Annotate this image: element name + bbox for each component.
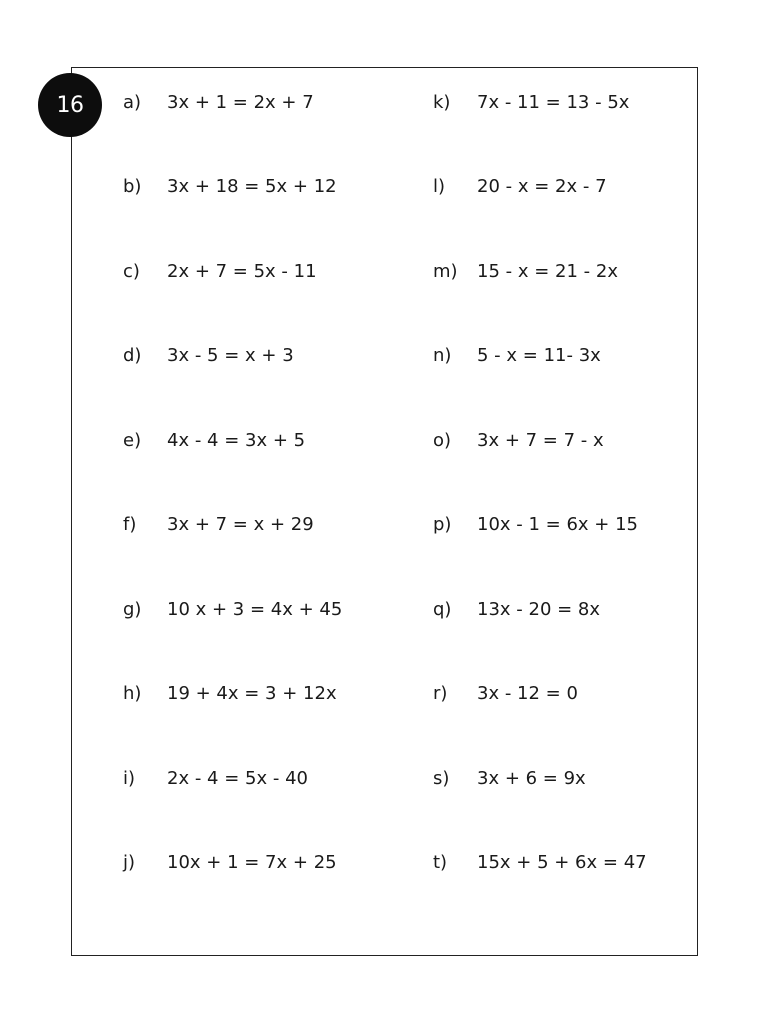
problem-item bbox=[123, 567, 342, 651]
problem-label: f) bbox=[123, 513, 137, 535]
problem-equation: 19 + 4x = 3 + 12x bbox=[167, 682, 337, 704]
problem-label: k) bbox=[433, 91, 451, 113]
problem-equation: 13x - 20 = 8x bbox=[477, 598, 601, 620]
problem-label: h) bbox=[123, 682, 142, 704]
problem-label: g) bbox=[123, 598, 142, 620]
problem-label: c) bbox=[123, 260, 140, 282]
problem-item bbox=[123, 60, 314, 144]
problem-label: a) bbox=[123, 91, 142, 113]
problem-label: n) bbox=[433, 344, 452, 366]
problem-equation: 3x + 7 = 7 - x bbox=[477, 429, 604, 451]
problem-label: j) bbox=[123, 851, 136, 873]
problem-equation: 3x + 7 = x + 29 bbox=[167, 513, 314, 535]
problem-equation: 10x - 1 = 6x + 15 bbox=[477, 513, 639, 535]
problem-equation: 7x - 11 = 13 - 5x bbox=[477, 91, 630, 113]
problem-label: l) bbox=[433, 175, 446, 197]
problem-label: p) bbox=[433, 513, 452, 535]
problem-equation: 3x - 12 = 0 bbox=[477, 682, 578, 704]
problem-item bbox=[123, 651, 337, 735]
problem-item bbox=[433, 144, 607, 228]
problem-item bbox=[433, 820, 647, 904]
problem-item bbox=[123, 398, 305, 482]
problem-item bbox=[123, 820, 337, 904]
problem-item bbox=[433, 229, 618, 313]
problem-item bbox=[433, 482, 638, 566]
problem-item bbox=[123, 736, 308, 820]
problem-equation: 2x + 7 = 5x - 11 bbox=[167, 260, 317, 282]
problem-item bbox=[433, 60, 629, 144]
problem-label: q) bbox=[433, 598, 452, 620]
problem-equation: 5 - x = 11- 3x bbox=[477, 344, 601, 366]
worksheet-number: 16 bbox=[56, 92, 84, 118]
problem-item bbox=[433, 567, 600, 651]
problem-item bbox=[123, 144, 337, 228]
problem-label: r) bbox=[433, 682, 448, 704]
problem-item bbox=[123, 229, 317, 313]
problem-equation: 20 - x = 2x - 7 bbox=[477, 175, 607, 197]
problem-equation: 3x + 6 = 9x bbox=[477, 767, 586, 789]
problem-equation: 15x + 5 + 6x = 47 bbox=[477, 851, 647, 873]
problem-label: e) bbox=[123, 429, 142, 451]
problem-label: m) bbox=[433, 260, 458, 282]
problem-item bbox=[123, 482, 314, 566]
problem-equation: 2x - 4 = 5x - 40 bbox=[167, 767, 308, 789]
problem-item bbox=[433, 651, 578, 735]
problem-equation: 3x + 18 = 5x + 12 bbox=[167, 175, 337, 197]
problem-item bbox=[433, 398, 604, 482]
problem-label: s) bbox=[433, 767, 450, 789]
problem-equation: 3x + 1 = 2x + 7 bbox=[167, 91, 314, 113]
problem-label: t) bbox=[433, 851, 448, 873]
problem-equation: 10 x + 3 = 4x + 45 bbox=[167, 598, 343, 620]
problem-label: d) bbox=[123, 344, 142, 366]
problem-equation: 15 - x = 21 - 2x bbox=[477, 260, 618, 282]
problem-item bbox=[433, 736, 586, 820]
problem-item bbox=[123, 313, 294, 397]
problem-equation: 10x + 1 = 7x + 25 bbox=[167, 851, 337, 873]
problem-label: b) bbox=[123, 175, 142, 197]
problem-item bbox=[433, 313, 601, 397]
problem-equation: 3x - 5 = x + 3 bbox=[167, 344, 294, 366]
problem-label: o) bbox=[433, 429, 452, 451]
problem-label: i) bbox=[123, 767, 136, 789]
problem-equation: 4x - 4 = 3x + 5 bbox=[167, 429, 306, 451]
worksheet-number-badge bbox=[38, 73, 102, 137]
